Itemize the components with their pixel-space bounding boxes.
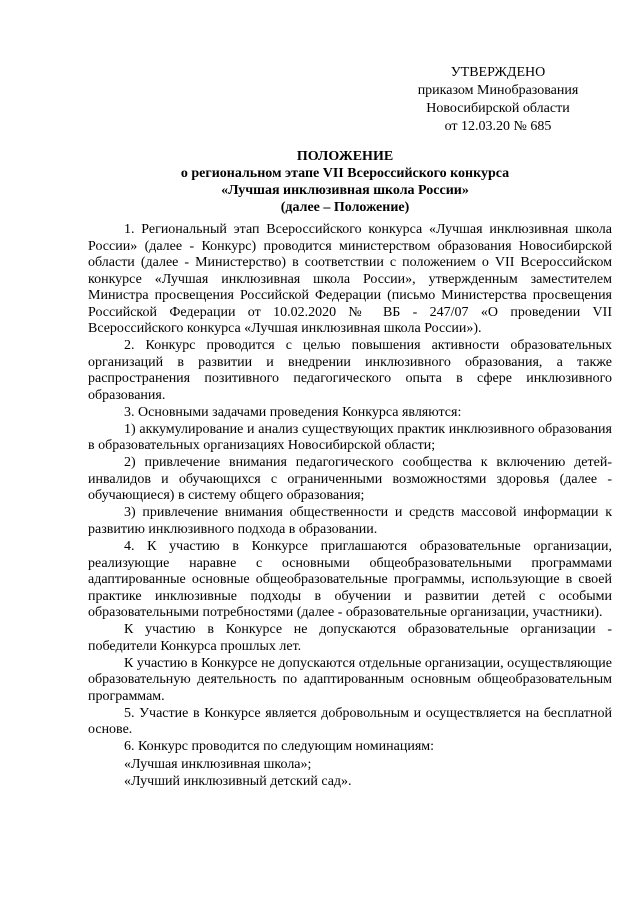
- paragraph: 1) аккумулирование и анализ существующих практик инклюзивного образования в образовательных организациях Новосибирской области;: [88, 421, 612, 454]
- document-header: [88, 148, 602, 216]
- paragraph: 2. Конкурс проводится с целью повышения активности образовательных организаций в развитии и внедрении инклюзивного образования, а также распространения позитивного педагогического опыта в сфере инклюзивного образования.: [88, 338, 612, 403]
- document-title: ПОЛОЖЕНИЕ: [296, 149, 394, 164]
- approval-block: [408, 64, 588, 136]
- document-subtitle: (далее – Положение): [280, 200, 410, 215]
- paragraph: 6. Конкурс проводится по следующим номинациям:: [124, 739, 435, 755]
- paragraph: «Лучшая инклюзивная школа»;: [124, 756, 312, 772]
- approval-date: от 12.03.20 № 685: [444, 119, 552, 134]
- approval-title: УТВЕРЖДЕНО: [450, 65, 546, 80]
- paragraph: 3) привлечение внимания общественности и средств массовой информации к развитию инклюзивного подхода в образовании.: [88, 505, 612, 537]
- paragraph: 3. Основными задачами проведения Конкурса являются:: [124, 404, 462, 420]
- paragraph: 1. Региональный этап Всероссийского конкурса «Лучшая инклюзивная школа России» (далее - Конкурс) проводится министерством образования Новосибирской области (далее - Министерство) в соответствии с положением о VII Всероссийском конкурсе «Лучшая инклюзивная школа России», утвержденным заместителем Министра просвещения Российской Федерации (письмо Министерства просвещения Российской Федерации от 10.02.2020 № ВБ - 247/07 «О проведении VII Всероссийского конкурса «Лучшая инклюзивная школа России»).: [88, 222, 612, 336]
- paragraph: К участию в Конкурсе не допускаются отдельные организации, осуществляющие образовательную деятельность по адаптированным основным общеобразовательным программам.: [88, 655, 612, 704]
- paragraph: «Лучший инклюзивный детский сад».: [124, 773, 352, 789]
- approval-order: приказом Минобразования: [417, 83, 579, 98]
- paragraph: 5. Участие в Конкурсе является добровольным и осуществляется на бесплатной основе.: [88, 705, 612, 738]
- document-body: [88, 222, 612, 791]
- document-subtitle: о региональном этапе VII Всероссийского конкурса: [180, 166, 510, 181]
- paragraph: К участию в Конкурсе не допускаются образовательные организации - победители Конкурса прошлых лет.: [88, 622, 612, 654]
- paragraph: 4. К участию в Конкурсе приглашаются образовательные организации, реализующие наравне с основными общеобразовательными программами адаптированные основные общеобразовательные программы, использующие в своей практике инклюзивные подходы в обучении и развитии детей с особыми образовательными потребностями (далее - образовательные организации, участники).: [88, 539, 612, 621]
- approval-region: Новосибирской области: [426, 101, 570, 116]
- document-subtitle: «Лучшая инклюзивная школа России»: [221, 183, 469, 198]
- paragraph: 2) привлечение внимания педагогического сообщества к включению детей-инвалидов и обучающихся с ограниченными возможностями здоровья (далее - обучающиеся) в систему общего образования;: [88, 455, 612, 504]
